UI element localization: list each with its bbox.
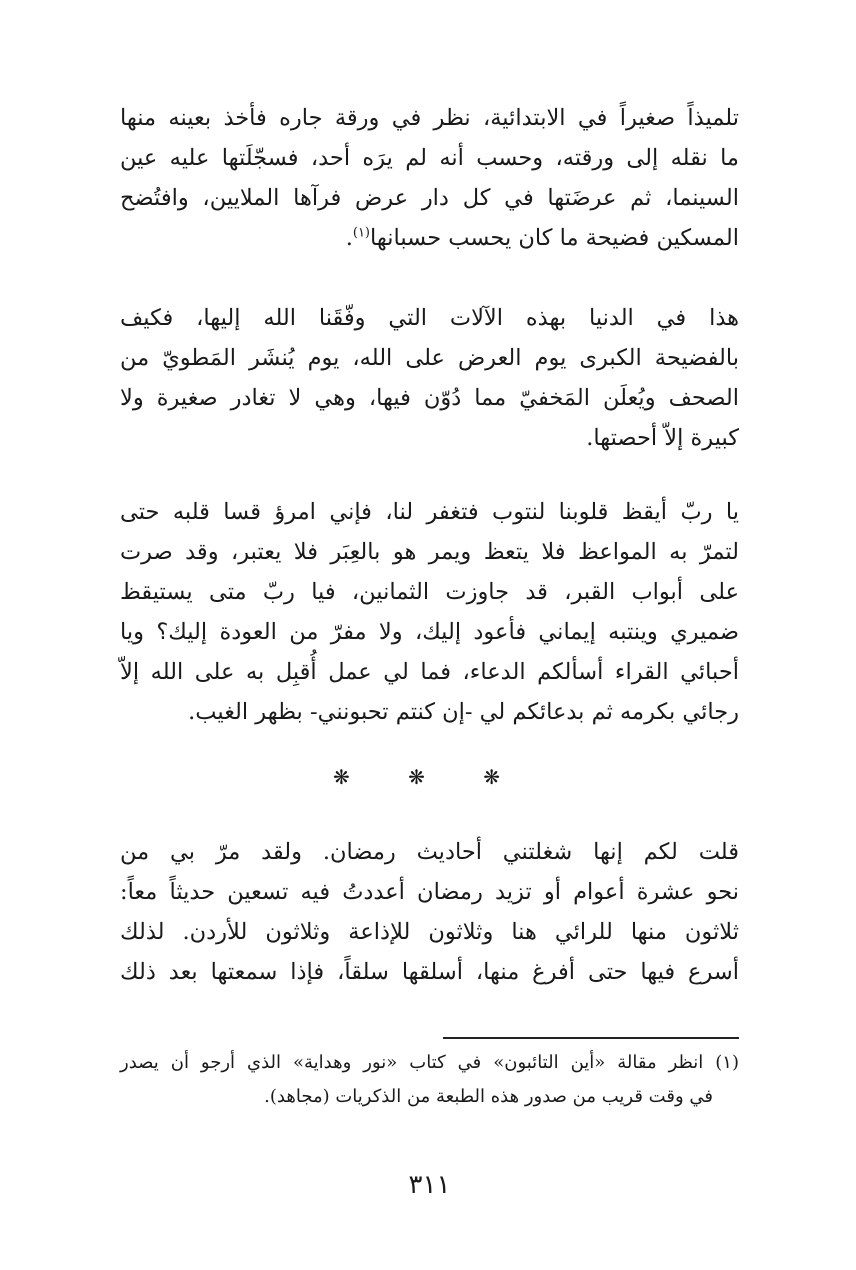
paragraph-line: على أبواب القبر، قد جاوزت الثمانين، فيا ربّ متى يستيقظ (120, 579, 739, 605)
paragraph-4 (120, 832, 739, 992)
paragraph-line: لتمرّ به المواعظ فلا يتعظ ويمر هو بالعِبَر فلا يعتبر، وقد صرت (120, 539, 739, 565)
footnote-line: (١) انظر مقالة «أين التائبون» في كتاب «نور وهداية» الذي أرجو أن يصدر (120, 1052, 739, 1073)
paragraph-2 (120, 298, 739, 458)
footnote (120, 1046, 739, 1114)
paragraph-last-line (120, 218, 739, 258)
paragraph-line: يا ربّ أيقظ قلوبنا لنتوب فتغفر لنا، فإني امرؤ قسا قلبه حتى (120, 499, 739, 525)
paragraph-line: السينما، ثم عرضَتها في كل دار عرض فرآها الملايين، وافتُضح (120, 185, 739, 211)
paragraph-line: بالفضيحة الكبرى يوم العرض على الله، يوم يُنشَر المَطويّ من (120, 345, 739, 371)
paragraph-1 (120, 98, 739, 258)
paragraph-line: ثلاثون منها للرائي هنا وثلاثون للإذاعة وثلاثون للأردن. لذلك (120, 919, 739, 945)
section-separator: ❋ ❋ ❋ (333, 765, 526, 789)
book-page (120, 0, 739, 1270)
paragraph-line: نحو عشرة أعوام أو تزيد رمضان أعددتُ فيه تسعين حديثاً معاً: (120, 879, 739, 905)
paragraph-line: ما نقله إلى ورقته، وحسب أنه لم يرَه أحد، فسجّلَتها عليه عين (120, 145, 739, 171)
paragraph-line-end: . (345, 225, 353, 251)
paragraph-line: تلميذاً صغيراً في الابتدائية، نظر في ورقة جاره فأخذ بعينه منها (120, 105, 739, 131)
page-number: ٣١١ (408, 1170, 451, 1200)
paragraph-3 (120, 492, 739, 732)
paragraph-line: قلت لكم إنها شغلتني أحاديث رمضان. ولقد مرّ بي من (120, 839, 739, 865)
paragraph-line: رجائي بكرمه ثم بدعائكم لي -إن كنتم تحبونني- بظهر الغيب. (188, 699, 739, 725)
paragraph-line-text: المسكين فضيحة ما كان يحسب حسبانها (370, 225, 739, 251)
paragraph-line: ضميري وينتبه إيماني فأعود إليك، ولا مفرّ من العودة إليك؟ ويا (120, 619, 739, 645)
paragraph-line: كبيرة إلاّ أحصتها. (586, 425, 739, 451)
paragraph-line: أحبائي القراء أسألكم الدعاء، فما لي عمل أُقبِل به على الله إلاّ (120, 659, 739, 685)
footnote-reference: (١) (352, 225, 370, 241)
paragraph-line: أسرع فيها حتى أفرغ منها، أسلقها سلقاً، فإذا سمعتها بعد ذلك (120, 959, 739, 985)
footnote-line: في وقت قريب من صدور هذه الطبعة من الذكريات (مجاهد). (264, 1086, 713, 1107)
paragraph-line: هذا في الدنيا بهذه الآلات التي وفّقَنا الله إليها، فكيف (120, 305, 739, 331)
footnote-divider (443, 1037, 739, 1039)
paragraph-line: الصحف ويُعلَن المَخفيّ مما دُوّن فيها، وهي لا تغادر صغيرة ولا (120, 385, 739, 411)
